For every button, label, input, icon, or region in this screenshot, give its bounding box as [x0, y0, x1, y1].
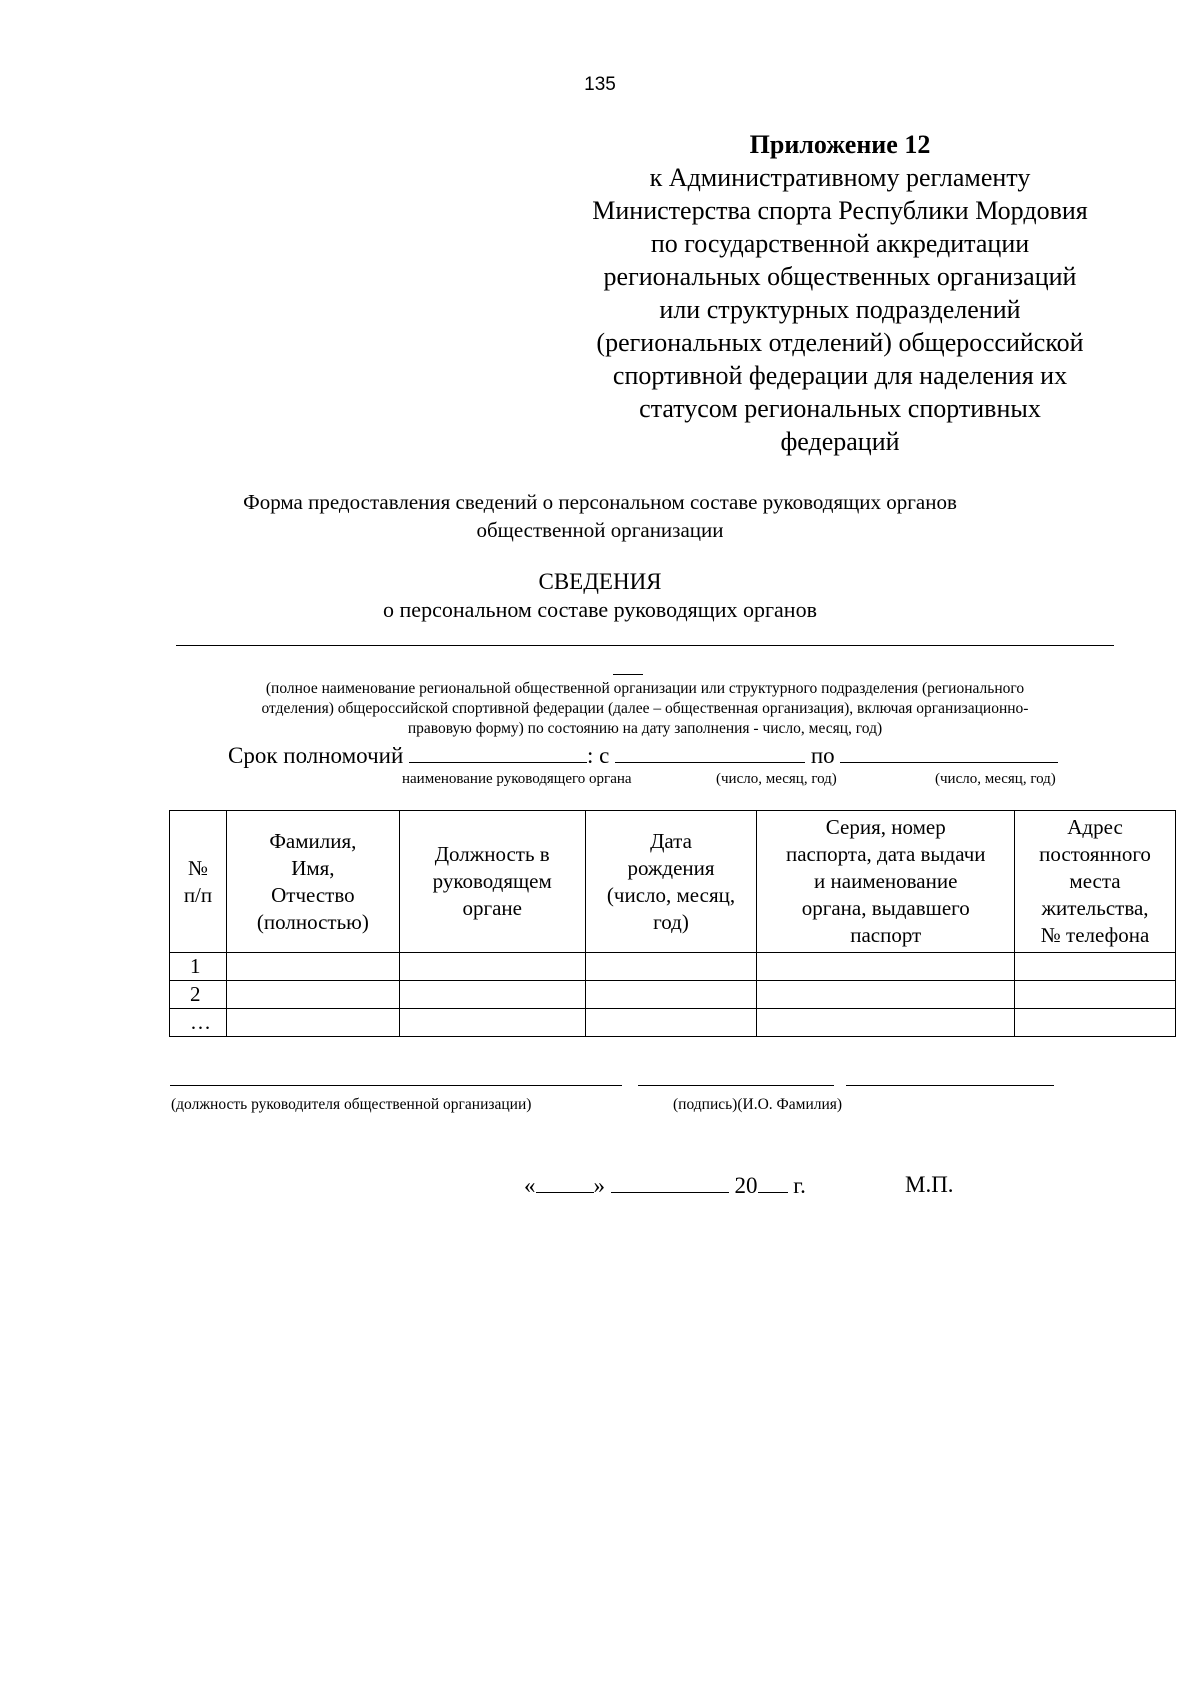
- header-text: Должность в: [434, 842, 550, 866]
- term-notes: [0, 771, 1200, 791]
- header-passport: [757, 811, 1015, 953]
- header-text: руководящем: [432, 869, 552, 893]
- header-address: [1015, 811, 1176, 953]
- term-note-to: (число, месяц, год): [935, 771, 1056, 787]
- date-open-quote: «: [524, 1173, 536, 1198]
- table-cell[interactable]: [226, 953, 399, 981]
- full-name-field[interactable]: [846, 1085, 1054, 1086]
- header-text: органа, выдавшего: [801, 896, 970, 920]
- table-cell[interactable]: [399, 981, 585, 1009]
- header-birth-date: [585, 811, 757, 953]
- signature-notes: [0, 1096, 1200, 1116]
- table-cell[interactable]: [399, 953, 585, 981]
- org-name-fill-line-continuation: [613, 674, 643, 675]
- signature-lines: [0, 1085, 1200, 1089]
- day-field[interactable]: [536, 1172, 594, 1193]
- form-caption-line: Форма предоставления сведений о персональном составе руководящих органов: [243, 490, 957, 514]
- row-number: 2: [170, 981, 227, 1009]
- stamp-place: М.П.: [905, 1172, 954, 1197]
- term-note-from: (число, месяц, год): [716, 771, 837, 787]
- manager-position-field[interactable]: [170, 1085, 622, 1086]
- table-cell[interactable]: [1015, 1009, 1176, 1037]
- appendix-line: к Административному регламенту: [649, 163, 1031, 192]
- governing-body-field[interactable]: [409, 742, 587, 763]
- header-text: (число, месяц,: [606, 882, 736, 907]
- appendix-title: Приложение 12: [749, 130, 931, 159]
- appendix-line: федераций: [780, 427, 900, 456]
- term-start-date-field[interactable]: [615, 742, 805, 763]
- table-cell[interactable]: [585, 981, 757, 1009]
- personnel-table: [169, 810, 1176, 1037]
- term-label: Срок полномочий: [228, 743, 404, 768]
- table-cell[interactable]: [1015, 981, 1176, 1009]
- document-title: СВЕДЕНИЯ: [538, 569, 662, 594]
- header-text: рождения: [627, 855, 715, 880]
- table-row: [170, 1009, 1176, 1037]
- document-subtitle: о персональном составе руководящих органов: [383, 597, 817, 622]
- form-caption: [150, 488, 1050, 544]
- year-prefix: 20: [734, 1173, 758, 1198]
- appendix-line: региональных общественных организаций: [603, 262, 1077, 291]
- header-text: Дата: [650, 828, 692, 853]
- header-full-name: [226, 811, 399, 953]
- header-position: [399, 811, 585, 953]
- table-cell[interactable]: [757, 953, 1015, 981]
- header-text: органе: [462, 896, 522, 920]
- document-heading: [150, 568, 1050, 624]
- header-text: №: [187, 855, 208, 880]
- org-note-line: (полное наименование региональной общественной организации или структурного подразделения (регионального: [265, 680, 1025, 697]
- signature-field[interactable]: [638, 1085, 834, 1086]
- signature-note: (подпись)(И.О. Фамилия): [673, 1096, 843, 1113]
- page-number: 135: [584, 74, 616, 95]
- header-text: места: [1069, 869, 1121, 893]
- row-number: …: [170, 1009, 227, 1037]
- row-number: 1: [170, 953, 227, 981]
- term-of-office-line: [228, 742, 1058, 769]
- org-name-fill-line[interactable]: [176, 645, 1114, 646]
- table-cell[interactable]: [1015, 953, 1176, 981]
- header-text: Адрес: [1067, 815, 1123, 839]
- table-cell[interactable]: [399, 1009, 585, 1037]
- table-cell[interactable]: [226, 1009, 399, 1037]
- table-cell[interactable]: [757, 981, 1015, 1009]
- header-text: Фамилия,: [269, 828, 357, 853]
- table-header-row: [170, 811, 1176, 953]
- appendix-line: спортивной федерации для наделения их: [612, 361, 1068, 390]
- appendix-line: Министерства спорта Республики Мордовия: [592, 196, 1088, 225]
- header-text: и наименование: [814, 869, 958, 893]
- org-note-line: отделения) общероссийской спортивной федерации (далее – общественная организация), включая организационно-: [261, 700, 1029, 717]
- header-text: паспорта, дата выдачи: [785, 842, 986, 866]
- header-text: (полностью): [256, 909, 369, 934]
- header-text: № телефона: [1040, 923, 1150, 947]
- table-row: [170, 953, 1176, 981]
- header-text: год): [653, 909, 689, 934]
- appendix-line: (региональных отделений) общероссийской: [596, 328, 1084, 357]
- appendix-line: статусом региональных спортивных: [639, 394, 1041, 423]
- header-text: Имя,: [291, 855, 335, 880]
- table-cell[interactable]: [585, 1009, 757, 1037]
- month-field[interactable]: [611, 1172, 729, 1193]
- table-cell[interactable]: [585, 953, 757, 981]
- table-cell[interactable]: [757, 1009, 1015, 1037]
- term-to-label: по: [810, 743, 835, 768]
- date-line: [524, 1172, 806, 1199]
- term-from-label: : с: [587, 743, 610, 768]
- header-number: [170, 811, 227, 953]
- term-note-body: наименование руководящего органа: [402, 771, 632, 787]
- position-note: (должность руководителя общественной организации): [171, 1096, 532, 1113]
- header-text: паспорт: [850, 923, 922, 947]
- year-suffix: г.: [787, 1173, 806, 1198]
- table-cell[interactable]: [226, 981, 399, 1009]
- appendix-header: [540, 128, 1140, 458]
- org-note-line: правовую форму) по состоянию на дату заполнения - число, месяц, год): [407, 720, 883, 737]
- year-field[interactable]: [758, 1172, 788, 1193]
- header-text: Серия, номер: [825, 815, 946, 839]
- header-text: п/п: [183, 882, 213, 907]
- header-text: жительства,: [1041, 896, 1149, 920]
- date-close-quote: »: [593, 1173, 605, 1198]
- appendix-line: по государственной аккредитации: [650, 229, 1030, 258]
- header-text: Отчество: [271, 882, 355, 907]
- appendix-line: или структурных подразделений: [659, 295, 1021, 324]
- form-caption-line: общественной организации: [476, 518, 724, 542]
- org-name-note: [180, 679, 1110, 739]
- term-end-date-field[interactable]: [840, 742, 1058, 763]
- header-text: постоянного: [1039, 842, 1151, 866]
- table-row: [170, 981, 1176, 1009]
